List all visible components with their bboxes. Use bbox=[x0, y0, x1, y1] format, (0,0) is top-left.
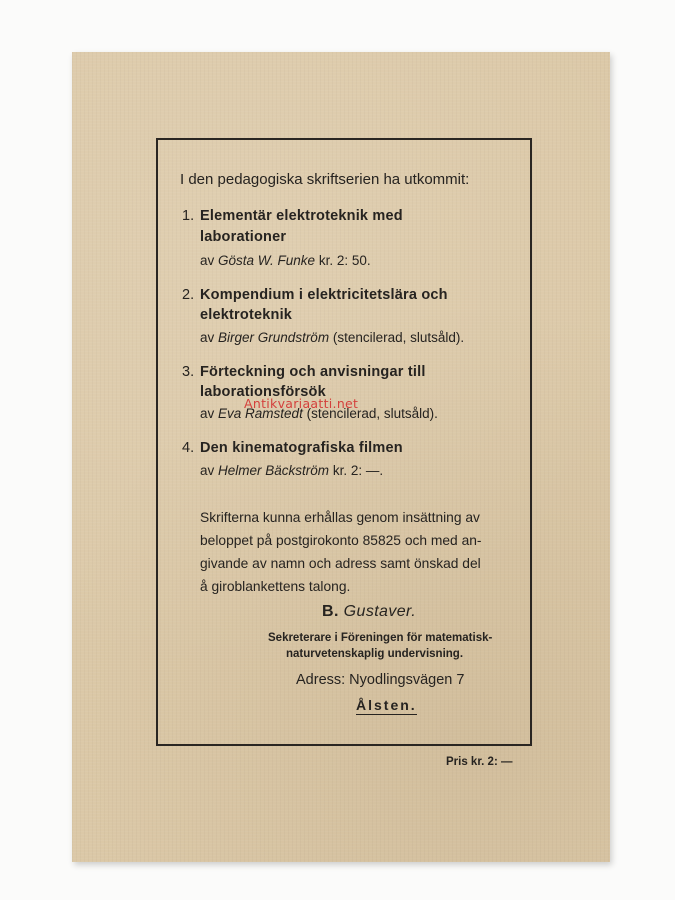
signature: B. Gustaver. bbox=[322, 603, 417, 620]
paragraph-line-1: Skrifterna kunna erhållas genom insättning av bbox=[200, 510, 480, 525]
item-1-byline: av Gösta W. Funke kr. 2: 50. bbox=[200, 253, 371, 268]
item-1-number: 1. bbox=[182, 208, 195, 224]
series-intro: I den pedagogiska skriftserien ha utkommit: bbox=[180, 171, 470, 188]
item-4-title-line-1: Den kinematografiska filmen bbox=[200, 440, 403, 456]
paragraph-line-2: beloppet på postgirokonto 85825 och med an- bbox=[200, 533, 482, 548]
paragraph-line-3: givande av namn och adress samt önskad del bbox=[200, 556, 481, 571]
item-1-title-line-2: laborationer bbox=[200, 229, 287, 245]
item-2-number: 2. bbox=[182, 287, 195, 303]
role-line-2: naturvetenskaplig undervisning. bbox=[286, 648, 464, 660]
watermark: Antikvariaatti.net bbox=[244, 396, 359, 411]
price: Pris kr. 2: — bbox=[446, 756, 513, 768]
item-3-title-line-2: laborationsförsök bbox=[200, 384, 326, 400]
item-3-number: 3. bbox=[182, 364, 195, 380]
item-3-byline: av Eva Ramstedt (stencilerad, slutsåld). bbox=[200, 406, 438, 421]
place: Ålsten. bbox=[356, 697, 417, 713]
item-1-title-line-1: Elementär elektroteknik med bbox=[200, 208, 403, 224]
item-2-title-line-1: Kompendium i elektricitetslära och bbox=[200, 287, 448, 303]
item-3-title-line-1: Förteckning och anvisningar till bbox=[200, 364, 426, 380]
item-4-byline: av Helmer Bäckström kr. 2: —. bbox=[200, 463, 384, 478]
paragraph-line-4: å giroblankettens talong. bbox=[200, 579, 351, 594]
role-line-1: Sekreterare i Föreningen för matematisk- bbox=[268, 632, 493, 644]
item-4-number: 4. bbox=[182, 440, 195, 456]
address: Adress: Nyodlingsvägen 7 bbox=[296, 672, 465, 688]
item-2-byline: av Birger Grundström (stencilerad, slutsåld). bbox=[200, 330, 465, 345]
item-2-title-line-2: elektroteknik bbox=[200, 307, 293, 323]
